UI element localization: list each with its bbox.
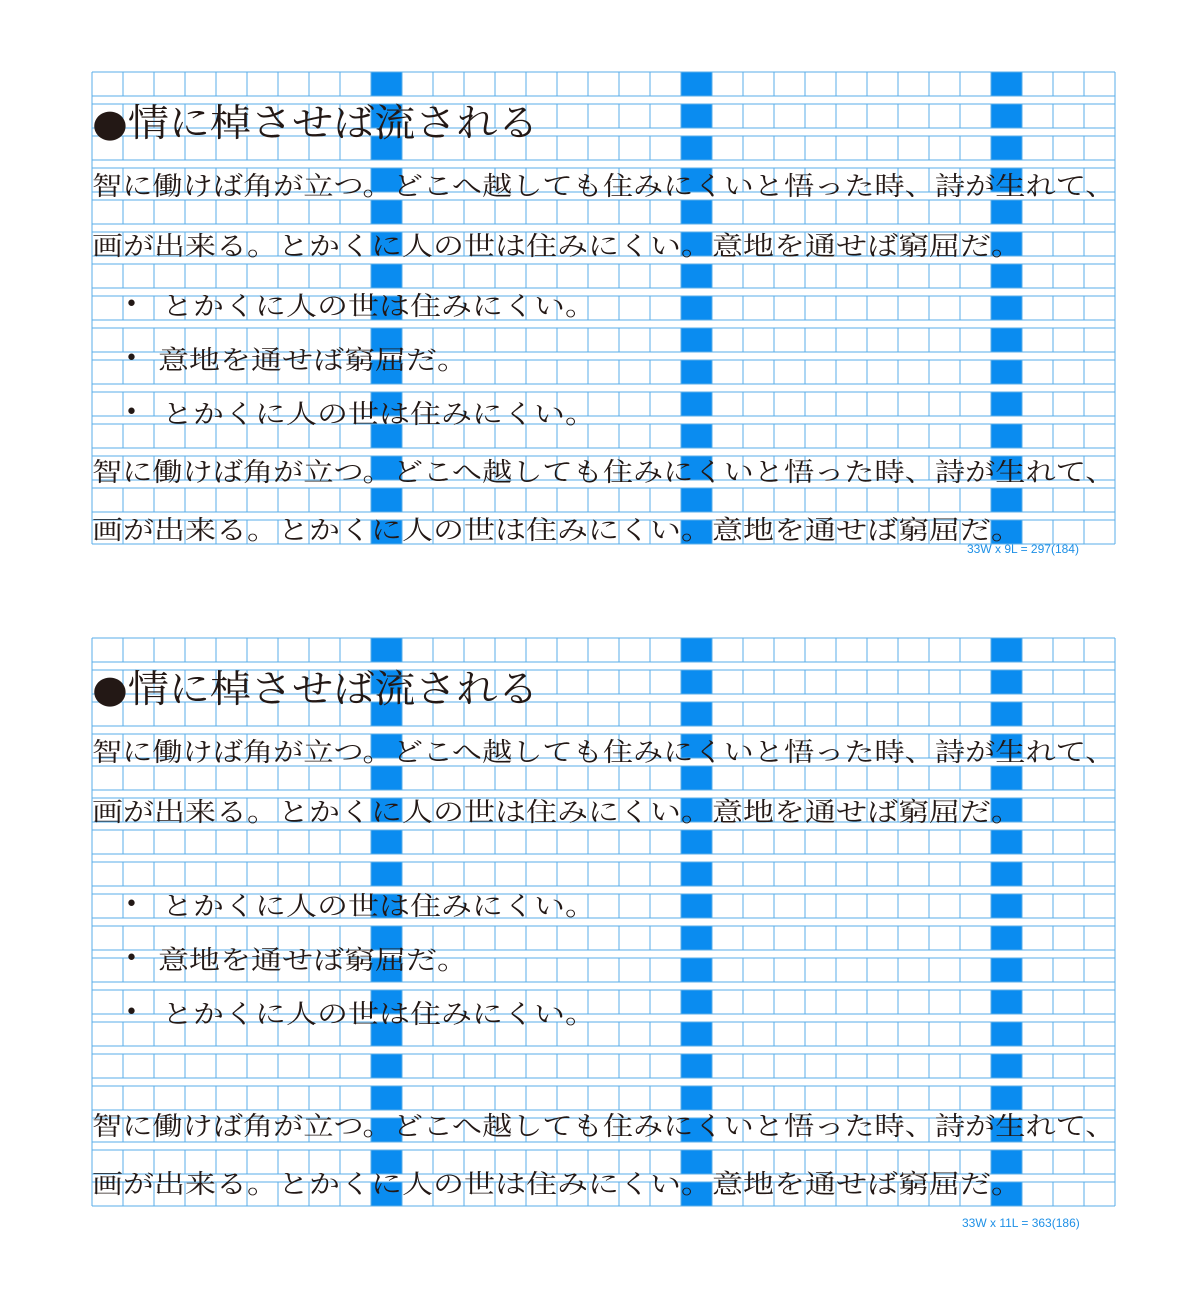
row-gap	[92, 384, 1115, 392]
panel-2-bullet-2: 意地を通せば窮屈だ。	[158, 946, 469, 976]
row-gap	[92, 1142, 1115, 1150]
row-gap	[92, 854, 1115, 862]
panel-1-bullet-3: とかくに人の世は住みにくい。	[162, 400, 597, 430]
panel-2-paragraph-line-3: 智に働けば角が立つ。どこへ越しても住みにくいと悟った時、詩が生れて、	[92, 1112, 1116, 1142]
panel-1-caption: 33W x 9L = 297(184)	[967, 542, 1079, 556]
panel-2-paragraph-line-2: 画が出来る。とかくに人の世は住みにくい。意地を通せば窮屈だ。	[92, 798, 1023, 828]
panel-1-heading: ●情に棹させば流される	[92, 101, 539, 145]
panel-2-bullet-3: とかくに人の世は住みにくい。	[162, 1000, 597, 1030]
bullet-marker: •	[125, 400, 138, 425]
bullet-marker: •	[125, 892, 138, 917]
row-gap	[92, 1046, 1115, 1054]
panel-2-caption: 33W x 11L = 363(186)	[962, 1216, 1080, 1230]
bullet-marker: •	[125, 1000, 138, 1025]
bullet-marker: •	[125, 946, 138, 971]
panel-1-bullet-1: とかくに人の世は住みにくい。	[162, 292, 597, 322]
panel-2-heading: ●情に棹させば流される	[92, 667, 539, 711]
bullet-marker: •	[125, 346, 138, 371]
panel-1-paragraph-line-2: 画が出来る。とかくに人の世は住みにくい。意地を通せば窮屈だ。	[92, 232, 1023, 262]
row-gap	[92, 982, 1115, 990]
panel-2-paragraph-line-1: 智に働けば角が立つ。どこへ越しても住みにくいと悟った時、詩が生れて、	[92, 738, 1116, 768]
panel-2-paragraph-line-4: 画が出来る。とかくに人の世は住みにくい。意地を通せば窮屈だ。	[92, 1170, 1023, 1200]
panel-2-bullet-1: とかくに人の世は住みにくい。	[162, 892, 597, 922]
panel-1-paragraph-line-4: 画が出来る。とかくに人の世は住みにくい。意地を通せば窮屈だ。	[92, 516, 1023, 546]
row-gap	[92, 1078, 1115, 1086]
panel-1-bullet-2: 意地を通せば窮屈だ。	[158, 346, 469, 376]
panel-1-paragraph-line-1: 智に働けば角が立つ。どこへ越しても住みにくいと悟った時、詩が生れて、	[92, 172, 1116, 202]
panel-1-paragraph-line-3: 智に働けば角が立つ。どこへ越しても住みにくいと悟った時、詩が生れて、	[92, 458, 1116, 488]
bullet-marker: •	[125, 292, 138, 317]
